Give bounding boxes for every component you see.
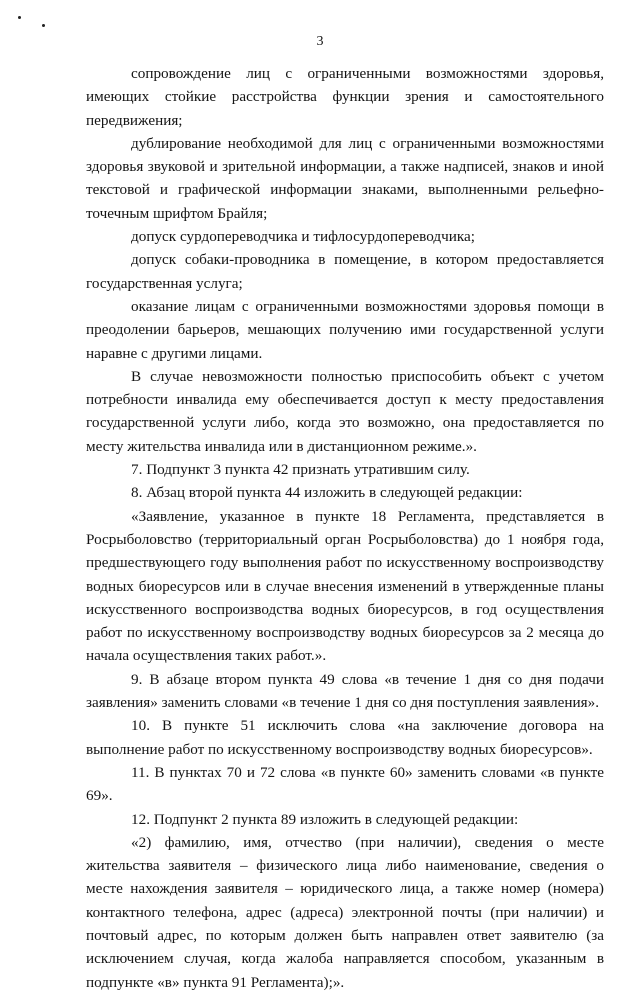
paragraph: сопровождение лиц с ограниченными возможностями здоровья, имеющих стойкие расстройства функции зрения и самостоятельного передвижения;	[86, 65, 604, 129]
scan-speck	[18, 16, 21, 19]
paragraph: дублирование необходимой для лиц с ограниченными возможностями здоровья звуковой и зрительной информации, а также надписей, знаков и иной текстовой и графической информации знаками, выполненными рельефно-точечным шрифтом Брайля;	[86, 134, 604, 222]
paragraph: допуск сурдопереводчика и тифлосурдопереводчика;	[131, 228, 475, 246]
document-body	[86, 62, 604, 994]
paragraph: 10. В пункте 51 исключить слова «на заключение договора на выполнение работ по искусственному воспроизводству водных биоресурсов».	[86, 717, 604, 758]
paragraph: 12. Подпункт 2 пункта 89 изложить в следующей редакции:	[131, 810, 519, 828]
paragraph: «Заявление, указанное в пункте 18 Регламента, представляется в Росрыболовство (территориальный орган Росрыболовства) до 1 ноября года, предшествующего году выполнения работ по искусственному воспроизводству водных биоресурсов или в случае внесения изменений в утвержденные планы искусственного воспроизводства водных биоресурсов, в год осуществления работ по искусственному воспроизводству водных биоресурсов за 2 месяца до начала осуществления таких работ.».	[86, 507, 604, 665]
scan-speck	[42, 24, 45, 27]
paragraph: допуск собаки-проводника в помещение, в котором предоставляется государственная услуга;	[86, 251, 604, 292]
page-number: 3	[316, 34, 324, 49]
paragraph: 8. Абзац второй пункта 44 изложить в следующей редакции:	[131, 484, 523, 502]
paragraph: 11. В пунктах 70 и 72 слова «в пункте 60» заменить словами «в пункте 69».	[86, 763, 604, 805]
paragraph: 9. В абзаце втором пункта 49 слова «в течение 1 дня со дня подачи заявления» заменить словами «в течение 1 дня со дня поступления заявления».	[86, 670, 604, 712]
paragraph: 7. Подпункт 3 пункта 42 признать утратившим силу.	[131, 461, 470, 479]
paragraph: оказание лицам с ограниченными возможностями здоровья помощи в преодолении барьеров, мешающих получению ими государственной услуги наравне с другими лицами.	[86, 297, 604, 362]
paragraph: В случае невозможности полностью приспособить объект с учетом потребности инвалида ему обеспечивается доступ к месту предоставления государственной услуги либо, когда это возможно, она предоставляется по месту жительства инвалида или в дистанционном режиме.».	[86, 367, 604, 455]
paragraph: «2) фамилию, имя, отчество (при наличии), сведения о месте жительства заявителя – физического лица либо наименование, сведения о месте нахождения заявителя – юридического лица, а также номер (номера) контактного телефона, адрес (адреса) электронной почты (при наличии) и почтовый адрес, по которым должен быть направлен ответ заявителю (за исключением случая, когда жалоба направляется способом, указанным в подпункте «в» пункта 91 Регламента);».	[86, 833, 604, 991]
